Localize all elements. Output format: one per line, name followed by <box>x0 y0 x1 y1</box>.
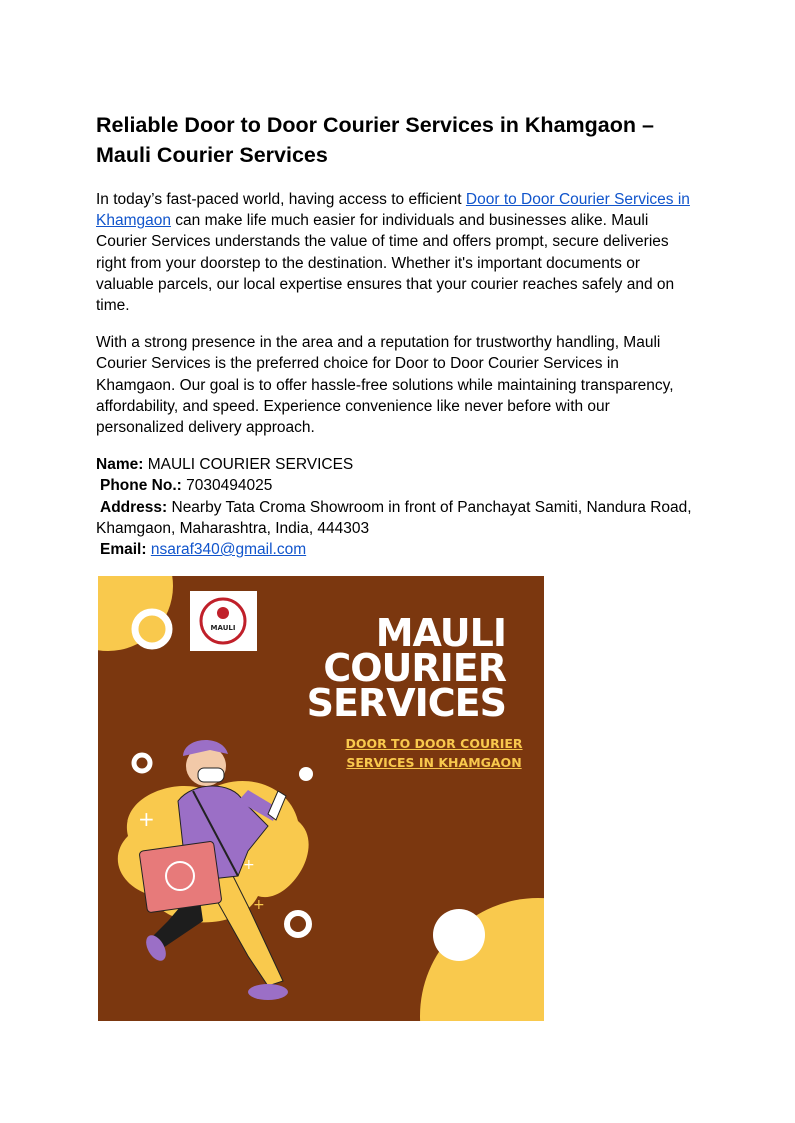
logo-text: MAULI <box>210 624 236 632</box>
white-dot-large <box>433 909 485 961</box>
banner-subtitle-line1: DOOR TO DOOR COURIER <box>345 736 523 751</box>
banner-subtitle <box>344 734 524 772</box>
phone-value: 7030494025 <box>181 477 273 495</box>
promo-banner <box>98 576 544 1021</box>
sparkle-icon-2: + <box>243 857 255 873</box>
email-label: Email: <box>100 541 147 559</box>
name-label: Name: <box>96 456 144 474</box>
contact-email-row <box>96 539 700 560</box>
intro-paragraph <box>96 189 700 316</box>
banner-subtitle-line2: SERVICES IN KHAMGAON <box>346 755 522 770</box>
delivery-bag <box>139 841 222 913</box>
contact-name-row <box>96 454 700 475</box>
document-page <box>96 110 700 560</box>
email-link[interactable]: nsaraf340@gmail.com <box>150 541 307 559</box>
face-mask <box>198 768 224 782</box>
white-dot-small <box>299 767 313 781</box>
banner-title-line1: MAULI <box>375 611 506 655</box>
courier-shoe-front <box>248 984 288 1000</box>
phone-label: Phone No.: <box>100 477 182 495</box>
address-value: Nearby Tata Croma Showroom in front of Panchayat Samiti, Nandura Road, Khamgaon, Maharashtra, India, 444303 <box>96 498 692 537</box>
small-ring-icon <box>134 755 150 771</box>
logo-emblem <box>190 591 257 651</box>
courier-services-link[interactable]: Door to Door Courier Services in Khamgaon <box>96 191 690 230</box>
banner-title-line2: COURIER <box>323 646 506 690</box>
intro-text-start: In today’s fast-paced world, having access to efficient <box>96 191 466 208</box>
company-logo <box>190 591 257 651</box>
presence-paragraph: With a strong presence in the area and a reputation for trustworthy handling, Mauli Courier Services is the preferred choice for Door to Door Courier Services in Khamgaon. Our goal is to offer hassle-free solutions while maintaining transparency, affordability, and speed. Experience convenience like never before with our personalized delivery approach. <box>96 334 674 437</box>
contact-phone-row <box>96 475 700 496</box>
banner-title-line3: SERVICES <box>306 681 506 725</box>
banner-title <box>306 611 506 725</box>
intro-text-end: can make life much easier for individuals and businesses alike. Mauli Courier Services understands the value of time and offers prompt, secure deliveries right from your doorstep to the destination. Whether it's important documents or valuable parcels, our local expertise ensures that your courier reaches safely and on time. <box>96 212 675 315</box>
ring-icon <box>135 612 169 646</box>
sparkle-icon-3: + <box>253 897 265 913</box>
yellow-bottom-blob <box>420 898 544 1021</box>
name-value: MAULI COURIER SERVICES <box>143 456 354 474</box>
address-label: Address: <box>100 498 168 516</box>
contact-block <box>96 454 700 560</box>
contact-address-row <box>96 497 700 539</box>
sparkle-icon: + <box>138 807 155 831</box>
ring-icon-lower <box>287 913 309 935</box>
page-title: Reliable Door to Door Courier Services in Khamgaon – Mauli Courier Services <box>96 113 654 167</box>
